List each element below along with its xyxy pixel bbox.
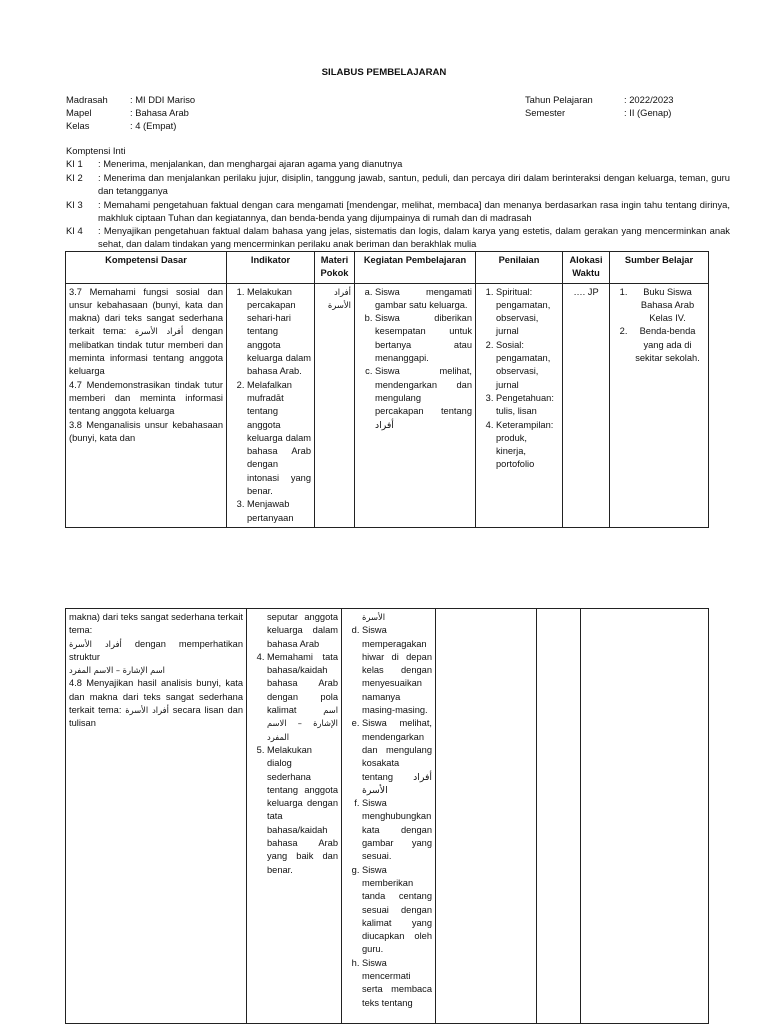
list-item: 1. Buku Siswa Bahasa Arab Kelas IV. <box>630 286 705 326</box>
list-item: e. Siswa melihat, mendengarkan dan mengulang kosakata tentang أفراد الأسرة <box>362 717 432 797</box>
list-item: d. Siswa memperagakan hiwar di depan kelas dengan menyesuaikan namanya masing-masing. <box>362 624 432 717</box>
kd-text: 3.8 Menganalisis unsur kebahasaan (bunyi, kata dan <box>69 419 223 443</box>
list-item: 2. Sosial: pengamatan, observasi, jurnal <box>496 339 559 392</box>
kelas-label: Kelas <box>66 120 90 131</box>
tahun-value: : 2022/2023 <box>624 94 674 105</box>
list-item: 4. Keterampilan: produk, kinerja, portofolio <box>496 419 559 472</box>
arabic-text: اسم الإشارة – الاسم المفرد <box>69 665 165 676</box>
ki-text: : Menerima dan menjalankan perilaku jujur, disiplin, tanggung jawab, santun, peduli, dan percaya diri dalam berinteraksi dengan keluarga, teman, guru dan tetangganya <box>98 172 730 197</box>
header-kompetensi-dasar: Kompetensi Dasar <box>66 252 227 284</box>
ki-text: : Menerima, menjalankan, dan menghargai ajaran agama yang dianutnya <box>98 158 403 169</box>
ki-number: KI 2 <box>66 172 83 183</box>
arabic-text: أفراد الأسرة <box>69 638 122 649</box>
list-item <box>267 651 338 744</box>
list-item: 5. Melakukan dialog sederhana tentang anggota keluarga dengan tata bahasa/kaidah bahasa Arab yang baik dan benar. <box>267 744 338 877</box>
kd-cell <box>66 609 247 1024</box>
indikator-cell <box>247 609 342 1024</box>
tahun-label: Tahun Pelajaran <box>525 94 593 105</box>
alokasi-cell <box>563 283 610 527</box>
list-item: 1. Melakukan percakapan sehari-hari tentang anggota keluarga dalam bahasa Arab. <box>247 286 311 379</box>
ki-number: KI 3 <box>66 199 83 210</box>
list-item: 1. Spiritual: pengamatan, observasi, jurnal <box>496 286 559 339</box>
semester-value: : II (Genap) <box>624 107 672 118</box>
kd-text: 4.8 Menyajikan hasil analisis bunyi, kata dan makna dari teks sangat sederhana terkait tema: <box>69 678 243 716</box>
kegiatan-cell <box>355 283 476 527</box>
syllabus-table-continued <box>65 608 709 1024</box>
semester-label: Semester <box>525 107 566 118</box>
header-kegiatan: Kegiatan Pembelajaran <box>355 252 476 284</box>
arabic-text: أفراد الأسرة <box>125 705 169 716</box>
indikator-continued: seputar anggota keluarga dalam bahasa Arab <box>267 612 338 649</box>
alokasi-text: …. JP <box>573 286 599 297</box>
kd-text: makna) dari teks sangat sederhana terkait tema: <box>69 612 243 636</box>
header-indikator: Indikator <box>227 252 315 284</box>
list-item: 3. Pengetahuan: tulis, lisan <box>496 392 559 419</box>
list-item: h. Siswa mencermati serta membaca teks tentang <box>362 957 432 1010</box>
ki-number: KI 1 <box>66 158 83 169</box>
penilaian-cell <box>476 283 563 527</box>
list-item: g. Siswa memberikan tanda centang sesuai dengan kalimat yang diucapkan oleh guru. <box>362 864 432 957</box>
sumber-cell <box>581 609 709 1024</box>
kd-text: dengan memperhatikan struktur <box>69 638 243 662</box>
alokasi-cell <box>537 609 581 1024</box>
indikator-text: Memahami tata bahasa/kaidah bahasa Arab dengan pola kalimat <box>267 651 338 716</box>
page-title: SILABUS PEMBELAJARAN <box>321 67 447 78</box>
kd-text: 3.7 Memahami fungsi sosial dan unsur kebahasaan (bunyi, kata dan makna) dari teks sangat sederhana terkait tema: <box>69 286 223 337</box>
arabic-text: أفراد الأسرة <box>134 326 184 337</box>
header-alokasi-waktu: Alokasi Waktu <box>563 252 610 284</box>
madrasah-label: Madrasah <box>66 94 108 105</box>
materi-cell <box>315 283 355 527</box>
kd-cell <box>66 283 227 527</box>
kd-text: dengan melibatkan tindak tutur memberi dan meminta informasi tentang anggota keluarga <box>69 326 223 377</box>
materi-text: أفراد الأسرة <box>327 286 351 310</box>
penilaian-cell <box>436 609 537 1024</box>
kegiatan-cell <box>342 609 436 1024</box>
list-item: 2. Benda-benda yang ada di sekitar sekolah. <box>630 325 705 365</box>
ki-heading: Komptensi Inti <box>66 145 126 156</box>
sumber-cell <box>610 283 709 527</box>
indikator-cell <box>227 283 315 527</box>
ki-number: KI 4 <box>66 225 83 236</box>
header-materi-pokok: Materi Pokok <box>315 252 355 284</box>
list-item: a. Siswa mengamati gambar satu keluarga. <box>375 286 472 313</box>
mapel-value: : Bahasa Arab <box>130 107 189 118</box>
kd-text: secara lisan dan tulisan <box>69 705 243 729</box>
list-item: f. Siswa menghubungkan kata dengan gambar yang sesuai. <box>362 797 432 863</box>
mapel-label: Mapel <box>66 107 92 118</box>
list-item: b. Siswa diberikan kesempatan untuk bertanya atau menanggapi. <box>375 312 472 365</box>
list-item: 3. Menjawab pertanyaan <box>247 498 311 525</box>
list-item: 2. Melafalkan mufradāt tentang anggota keluarga dalam bahasa Arab dengan intonasi yang benar. <box>247 379 311 499</box>
header-sumber-belajar: Sumber Belajar <box>610 252 709 284</box>
ki-text: : Memahami pengetahuan faktual dengan cara mengamati [mendengar, melihat, membaca] dan menanya berdasarkan rasa ingin tahu tentang dirinya, makhluk ciptaan Tuhan dan kegiatannya, dan benda-benda yang dijumpainya di rumah dan di madrasah <box>98 199 730 224</box>
header-penilaian: Penilaian <box>476 252 563 284</box>
kelas-value: : 4 (Empat) <box>130 120 177 131</box>
ki-text: : Menyajikan pengetahuan faktual dalam bahasa yang jelas, sistematis dan logis, dalam karya yang estetis, dalam gerakan yang mencerminkan anak sehat, dan dalam tindakan yang mencerminkan perilaku anak beriman dan berakhlak mulia <box>98 225 730 250</box>
list-item: c. Siswa melihat, mendengarkan dan mengulang percakapan tentang أفراد <box>375 365 472 431</box>
kegiatan-continued: الأسرة <box>362 612 386 622</box>
syllabus-table <box>65 251 709 528</box>
kd-text: 4.7 Mendemonstrasikan tindak tutur memberi dan meminta informasi tentang anggota keluarga <box>69 379 223 417</box>
madrasah-value: : MI DDI Mariso <box>130 94 196 105</box>
arabic-text: اسم الإشارة – الاسم المفرد <box>267 705 338 742</box>
